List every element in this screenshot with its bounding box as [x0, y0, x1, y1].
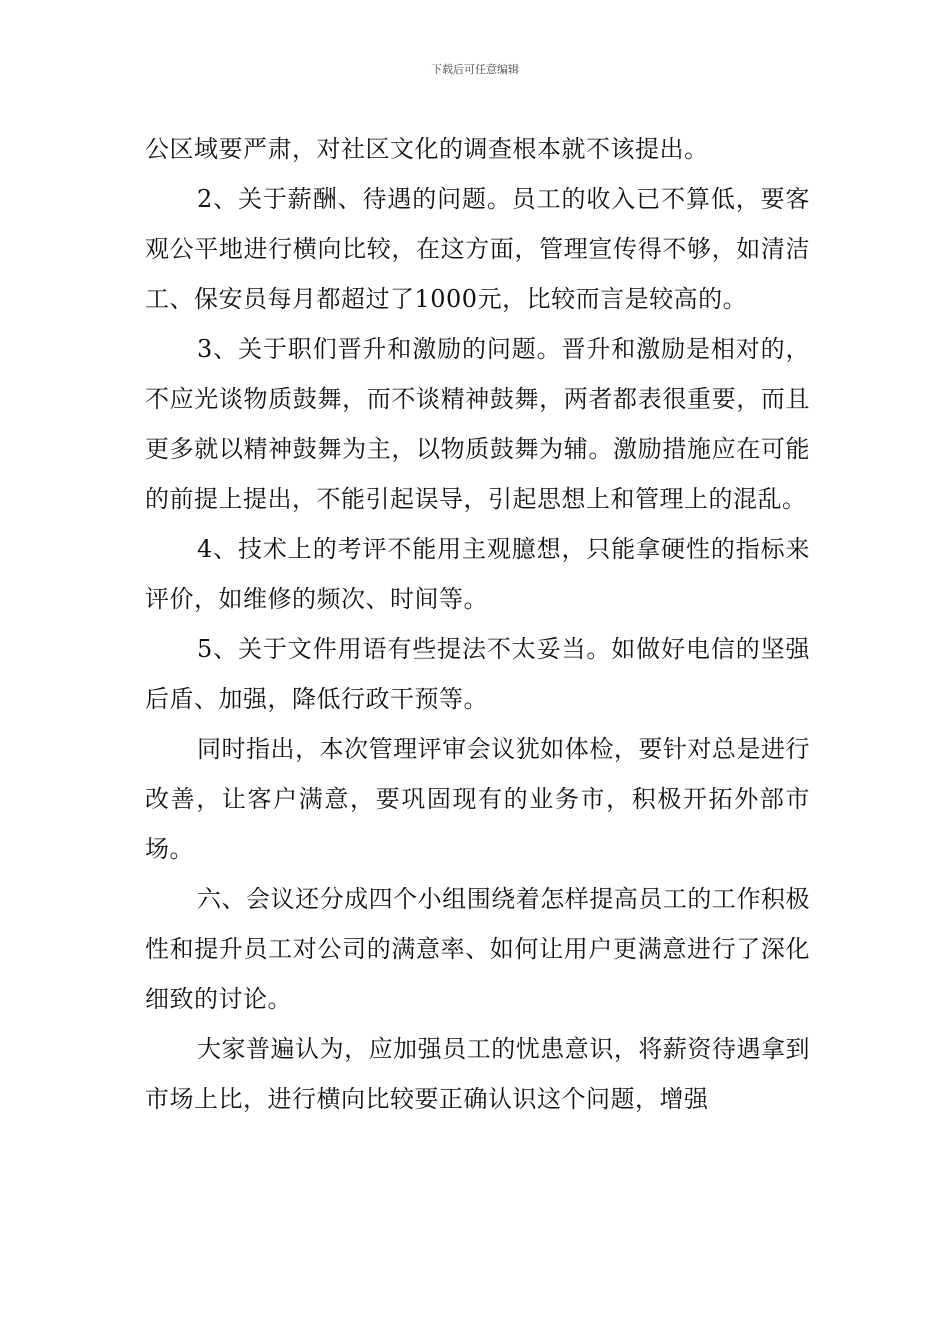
paragraph-item-4: 4、技术上的考评不能用主观臆想，只能拿硬性的指标来评价，如维修的频次、时间等。 — [145, 535, 810, 613]
page-header: 下载后可任意编辑 — [431, 63, 519, 76]
paragraph-item-5: 5、关于文件用语有些提法不太妥当。如做好电信的坚强后盾、加强，降低行政干预等。 — [145, 635, 810, 713]
paragraph-consensus: 大家普遍认为，应加强员工的忧患意识，将薪资待遇拿到市场上比，进行横向比较要正确认识这个问题，增强 — [145, 1035, 810, 1113]
paragraph-item-3: 3、关于职们晋升和激励的问题。晋升和激励是相对的，不应光谈物质鼓舞，而不谈精神鼓舞，两者都表很重要，而且更多就以精神鼓舞为主，以物质鼓舞为辅。激励措施应在可能的前提上提出，不能引起误导，引起思想上和管理上的混乱。 — [145, 335, 810, 513]
paragraph-section-six: 六、会议还分成四个小组围绕着怎样提高员工的工作积极性和提升员工对公司的满意率、如何让用户更满意进行了深化细致的讨论。 — [145, 885, 810, 1013]
paragraph-summary: 同时指出，本次管理评审会议犹如体检，要针对总是进行改善，让客户满意，要巩固现有的业务市，积极开拓外部市场。 — [145, 735, 810, 863]
paragraph-item-2: 2、关于薪酬、待遇的问题。员工的收入已不算低，要客观公平地进行横向比较，在这方面，管理宣传得不够，如清洁工、保安员每月都超过了1000元，比较而言是较高的。 — [145, 185, 810, 313]
document-body — [145, 124, 810, 1124]
paragraph-continuation: 公区域要严肃，对社区文化的调查根本就不该提出。 — [145, 135, 709, 163]
